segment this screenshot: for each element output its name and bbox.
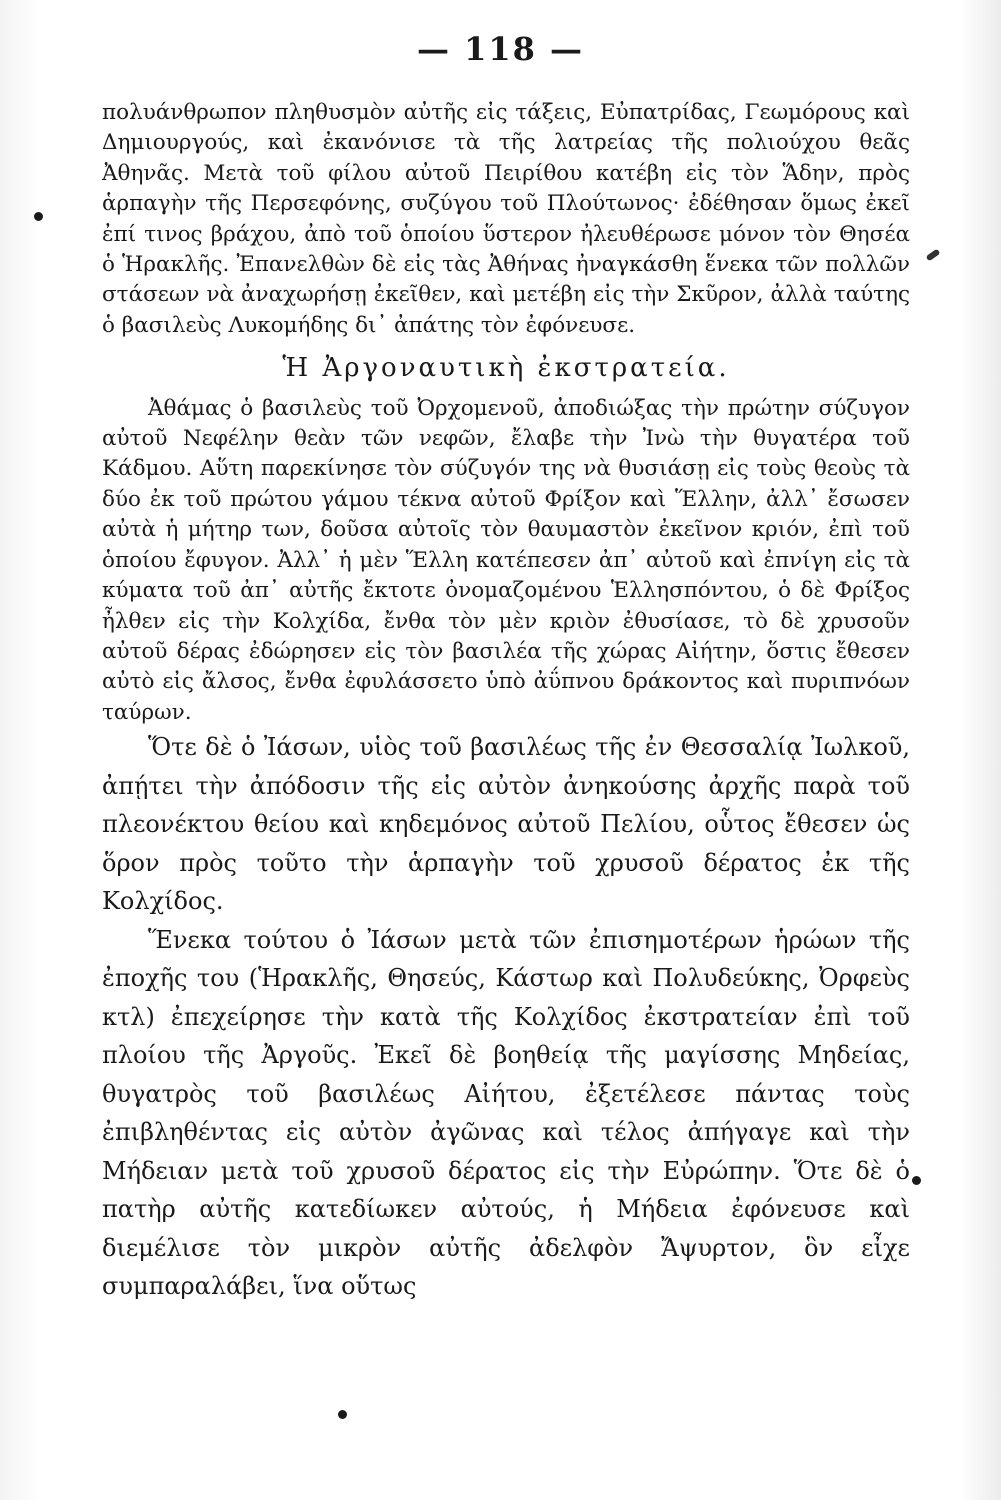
paragraph-theseus: πολυάνθρωπον πληθυσμὸν αὐτῆς εἰς τάξεις, Εὐπατρίδας, Γεωμόρους καὶ Δημιουργούς, καὶ ἐκανόνισε τὰ τῆς λατρείας τῆς πολιούχου θεᾶς Ἀθηνᾶς. Μετὰ τοῦ φίλου αὐτοῦ Πειρίθου κατέβη εἰς τὸν Ἅδην, πρὸς ἁρπαγὴν τῆς Περσεφόνης, συζύγου τοῦ Πλούτωνος· ἐδέθησαν ὅμως ἐκεῖ ἐπί τινος βράχου, ἀπὸ τοῦ ὁποίου ὕστερον ἠλευθέρωσε μόνον τὸν Θησέα ὁ Ἡρακλῆς. Ἐπανελθὼν δὲ εἰς τὰς Ἀθήνας ἠναγκάσθη ἕνεκα τῶν πολλῶν στάσεων νὰ ἀναχωρήσῃ ἐκεῖθεν, καὶ μετέβη εἰς τὴν Σκῦρον, ἀλλὰ ταύτης ὁ βασιλεὺς Λυκομήδης δι᾽ ἀπάτης τὸν ἐφόνευσε. <box>102 100 910 338</box>
page-number: — 118 — <box>416 30 585 68</box>
paragraph-athamas: Ἀθάμας ὁ βασιλεὺς τοῦ Ὀρχομενοῦ, ἀποδιώξας τὴν πρώτην σύζυγον αὐτοῦ Νεφέλην θεὰν τῶν νεφῶν, ἔλαβε τὴν Ἰνὼ τὴν θυγατέρα τοῦ Κάδμου. Αὕτη παρεκίνησε τὸν σύζυγόν της νὰ θυσιάσῃ εἰς τοὺς θεοὺς τὰ δύο ἐκ τοῦ πρώτου γάμου τέκνα αὐτοῦ Φρίξον καὶ Ἕλλην, ἀλλ᾽ ἔσωσεν αὐτὰ ἡ μήτηρ των, δοῦσα αὐτοῖς τὸν θαυμαστὸν ἐκεῖνον κριόν, ἐπὶ τοῦ ὁποίου ἔφυγον. Ἀλλ᾽ ἡ μὲν Ἕλλη κατέπεσεν ἀπ᾽ αὐτοῦ καὶ ἐπνίγη εἰς τὰ κύματα τοῦ ἀπ᾽ αὐτῆς ἔκτοτε ὀνομαζομένου Ἑλλησπόντου, ὁ δὲ Φρίξος ἦλθεν εἰς τὴν Κολχίδα, ἔνθα τὸν μὲν κριὸν ἐθυσίασε, τὸ δὲ χρυσοῦν αὐτοῦ δέρας ἐδώρησεν εἰς τὸν βασιλέα τῆς χώρας Αἰήτην, ὅστις ἔθεσεν αὐτὸ εἰς ἄλσος, ἔνθα ἐφυλάσσετο ὑπὸ ἀΰπνου δράκοντος καὶ πυριπνόων ταύρων. <box>102 395 910 725</box>
section-title: Ἡ Ἀργοναυτικὴ ἐκστρατεία. <box>282 353 730 384</box>
ink-smudge <box>926 249 941 262</box>
margin-dot-bottom <box>338 1410 347 1419</box>
margin-dot-right <box>912 1176 921 1185</box>
paragraph-jason: Ὅτε δὲ ὁ Ἰάσων, υἱὸς τοῦ βασιλέως τῆς ἐν Θεσσαλίᾳ Ἰωλκοῦ, ἀπῄτει τὴν ἀπόδοσιν τῆς εἰς αὐτὸν ἀνηκούσης ἀρχῆς παρὰ τοῦ πλεονέκτου θείου καὶ κηδεμόνος αὐτοῦ Πελίου, οὗτος ἔθεσεν ὡς ὅρον πρὸς τοῦτο τὴν ἁρπαγὴν τοῦ χρυσοῦ δέρατος ἐκ τῆς Κολχίδος. <box>102 733 910 916</box>
body-text <box>102 98 910 1306</box>
paragraph-argonauts: Ἕνεκα τούτου ὁ Ἰάσων μετὰ τῶν ἐπισημοτέρων ἡρώων τῆς ἐποχῆς του (Ἡρακλῆς, Θησεύς, Κάστωρ καὶ Πολυδεύκης, Ὀρφεὺς κτλ) ἐπεχείρησε τὴν κατὰ τῆς Κολχίδος ἐκστρατείαν ἐπὶ τοῦ πλοίου τῆς Ἀργοῦς. Ἐκεῖ δὲ βοηθείᾳ τῆς μαγίσσης Μηδείας, θυγατρὸς τοῦ βασιλέως Αἰήτου, ἐξετέλεσε πάντας τοὺς ἐπιβληθέντας εἰς αὐτὸν ἀγῶνας καὶ τέλος ἀπήγαγε καὶ τὴν Μήδειαν μετὰ τοῦ χρυσοῦ δέρατος εἰς τὴν Εὐρώπην. Ὅτε δὲ ὁ πατὴρ αὐτῆς κατεδίωκεν αὐτούς, ἡ Μήδεια ἐφόνευσε καὶ διεμέλισε τὸν μικρὸν αὐτῆς ἀδελφὸν Ἄψυρτον, ὃν εἶχε συμπαραλάβει, ἵνα οὕτως <box>102 925 910 1301</box>
margin-dot-left <box>34 212 43 221</box>
